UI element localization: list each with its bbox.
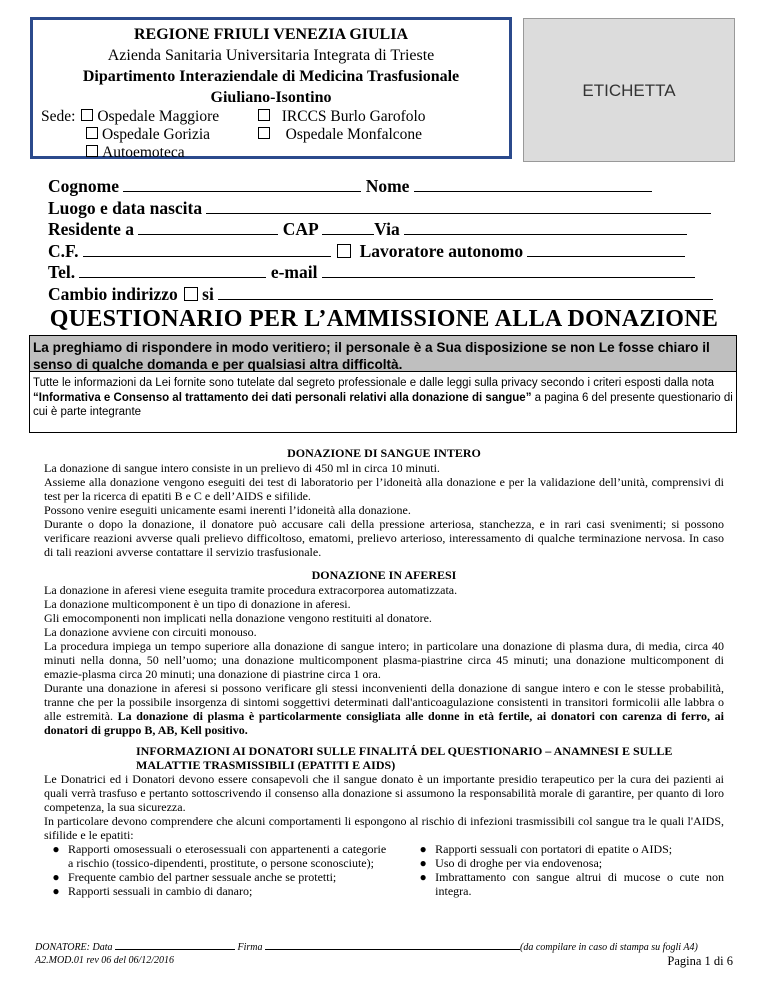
- paragraph: [44, 681, 724, 737]
- section-title: DONAZIONE IN AFERESI: [311, 568, 457, 582]
- section-title: DONAZIONE DI SANGUE INTERO: [287, 446, 481, 460]
- email-field[interactable]: [322, 263, 695, 278]
- section-sangue-intero: [44, 446, 724, 559]
- bullet-text: Rapporti sessuali con portatori di epatite o AIDS;: [435, 842, 673, 856]
- sede-option-label: Ospedale Gorizia: [102, 126, 211, 143]
- sede-option-label: IRCCS Burlo Garofolo: [281, 108, 426, 125]
- dipartimento-line-1: Dipartimento Interaziendale di Medicina Trasfusionale: [82, 68, 460, 85]
- checkbox-irccs-burlo[interactable]: [258, 109, 270, 121]
- bullet-icon: ●: [52, 870, 60, 884]
- residente-field[interactable]: [138, 220, 278, 235]
- page-number: Pagina 1 di 6: [667, 954, 733, 968]
- bullet-icon: ●: [419, 842, 427, 856]
- paragraph: La donazione avviene con circuiti monouso.: [44, 625, 257, 639]
- risk-bullets: [44, 842, 724, 898]
- list-item: [44, 884, 386, 898]
- cf-field[interactable]: [83, 242, 331, 257]
- checkbox-cambio-si[interactable]: [184, 287, 198, 301]
- paragraph: Le Donatrici ed i Donatori devono essere consapevoli che il sangue donato è un importante presidio terapeutico per la cura dei pazienti ai quali verrà trasfuso e pertanto sottoscrivendo il consenso alla donazione si assumono la responsabilità morale di garantire, per quanto di loro competenza, la sua sicurezza.: [44, 772, 724, 814]
- section-aferesi: [44, 568, 724, 737]
- paragraph-bold-text: La donazione di plasma è particolarmente consigliata alle donne in età fertile, ai donatori con carenza di ferro, ai donatori di gruppo B, AB, Kell positivo.: [44, 709, 724, 737]
- row-tel-email: [48, 262, 720, 284]
- si-label: si: [202, 283, 214, 304]
- footer: [35, 940, 735, 967]
- checkbox-ospedale-maggiore[interactable]: [81, 109, 93, 121]
- footer-revision: A2.MOD.01 rev 06 del 06/12/2016: [35, 955, 175, 966]
- row-luogo: [48, 198, 720, 220]
- privacy-text-1: Tutte le informazioni da Lei fornite sono tutelate dal segreto professionale e dalle leggi sulla privacy secondo i criteri esposti dalla nota: [33, 377, 715, 389]
- etichetta-text: ETICHETTA: [582, 81, 676, 100]
- checkbox-autoemoteca[interactable]: [86, 145, 98, 157]
- section-title-line-1: INFORMAZIONI AI DONATORI SULLE FINALITÁ DEL QUESTIONARIO – ANAMNESI E SULLE: [136, 744, 673, 758]
- cognome-field[interactable]: [123, 177, 361, 192]
- paragraph: La donazione in aferesi viene eseguita tramite procedura extracorporea automatizzata.: [44, 583, 458, 597]
- cambio-field[interactable]: [218, 285, 713, 300]
- bullet-icon: ●: [52, 842, 60, 856]
- tel-field[interactable]: [79, 263, 266, 278]
- section-title-line-2: MALATTIE TRASMISSIBILI (EPATITI E AIDS): [136, 758, 396, 772]
- bullet-text: Rapporti sessuali in cambio di danaro;: [68, 884, 253, 898]
- header-box: [30, 17, 512, 159]
- luogo-label: Luogo e data nascita: [48, 197, 203, 218]
- paragraph-text: Durante una donazione in aferesi si possono verificare gli stessi inconvenienti della donazione di sangue intero e con le stesse probabilità, tranne che per la possibile insorgenza di sintomi soggettivi determinati dall'anticoagulazione consistenti in transitori formicolii alle labbra o alle estremità.: [44, 681, 724, 723]
- sede-option-label: Ospedale Monfalcone: [285, 126, 423, 143]
- luogo-field[interactable]: [206, 199, 711, 214]
- paragraph: Possono venire eseguiti unicamente esami inerenti l’idoneità alla donazione.: [44, 503, 411, 517]
- footer-data-field[interactable]: [115, 940, 235, 950]
- privacy-text-2: a pagina 6 del presente questionario di cui è parte integrante: [33, 391, 733, 418]
- cognome-label: Cognome: [48, 176, 119, 196]
- sede-options: [41, 108, 426, 162]
- lavoratore-label: Lavoratore autonomo: [359, 240, 524, 261]
- tel-label: Tel.: [48, 262, 76, 282]
- checkbox-lavoratore-autonomo[interactable]: [337, 244, 351, 258]
- nome-label: Nome: [365, 176, 410, 196]
- footer-firma-label: Firma: [237, 942, 263, 953]
- footer-signature-line: [35, 940, 735, 954]
- bullets-right: [411, 842, 724, 898]
- cambio-label: Cambio indirizzo: [48, 283, 178, 304]
- nome-field[interactable]: [414, 177, 652, 192]
- page-title: QUESTIONARIO PER L’AMMISSIONE ALLA DONAZIONE: [49, 306, 719, 332]
- via-label: Via: [374, 219, 400, 239]
- bullets-left: [44, 842, 386, 898]
- paragraph: La donazione multicomponent è un tipo di donazione in aferesi.: [44, 597, 351, 611]
- bullet-icon: ●: [419, 856, 427, 870]
- checkbox-ospedale-monfalcone[interactable]: [258, 127, 270, 139]
- donor-fields: [48, 176, 720, 305]
- bullet-text: Rapporti omosessuali o eterosessuali con appartenenti a categorie a rischio (tossico-dipendenti, prostitute, o persone sconosciute);: [68, 842, 387, 870]
- residente-label: Residente a: [48, 219, 135, 239]
- paragraph: La procedura impiega un tempo superiore alla donazione di sangue intero; in particolare una donazione di plasma dura, di media, circa 40 minuti nella donna, 50 nell’uomo; una donazione multicomponent plasma-piastrine circa 45 minuti; una donazione multicomponent di emazie-plasma circa 20 minuti; una donazione di piastrine circa 1 ora.: [44, 639, 724, 681]
- list-item: [411, 842, 724, 856]
- cap-field[interactable]: [322, 220, 374, 235]
- sede-option-label: Autoemoteca: [102, 144, 185, 161]
- row-cf: [48, 241, 720, 263]
- cap-label: CAP: [282, 219, 318, 239]
- dipartimento-line-2: Giuliano-Isontino: [210, 89, 332, 106]
- bullet-text: Frequente cambio del partner sessuale anche se protetti;: [68, 870, 337, 884]
- notice-top-text: La preghiamo di rispondere in modo veritiero; il personale è a Sua disposizione se non Le fosse chiaro il senso di qualche domanda e per qualsiasi altra difficoltà.: [30, 336, 736, 372]
- row-cambio-indirizzo: [48, 284, 720, 306]
- via-field[interactable]: [404, 220, 687, 235]
- email-label: e-mail: [270, 262, 318, 282]
- etichetta-label-box: [523, 18, 735, 162]
- privacy-text-bold: “Informativa e Consenso al trattamento dei dati personali relativi alla donazione di sangue”: [33, 391, 532, 404]
- notice-box: [29, 335, 737, 433]
- footer-note: (da compilare in caso di stampa su fogli A4): [520, 942, 698, 953]
- list-item: [411, 870, 724, 898]
- paragraph: In particolare devono comprendere che alcuni comportamenti li espongono al rischio di infezioni trasmissibili col sangue tra le quali l'AIDS, sifilide e le epatiti:: [44, 814, 724, 842]
- region-title: REGIONE FRIULI VENEZIA GIULIA: [134, 26, 408, 43]
- lavoratore-field[interactable]: [527, 242, 685, 257]
- bullet-icon: ●: [419, 870, 427, 884]
- paragraph: La donazione di sangue intero consiste in un prelievo di 450 ml in circa 10 minuti.: [44, 461, 440, 475]
- paragraph: Assieme alla donazione vengono eseguiti dei test di laboratorio per l’idoneità alla donazione e per la validazione dell’unità, comprensivi di test per la ricerca di epatiti B e C e dell’AIDS e sifilide.: [44, 475, 724, 503]
- section-informazioni: [44, 744, 724, 898]
- bullet-text: Uso di droghe per via endovenosa;: [435, 856, 603, 870]
- checkbox-ospedale-gorizia[interactable]: [86, 127, 98, 139]
- list-item: [44, 842, 386, 870]
- list-item: [44, 870, 386, 884]
- bullet-text: Imbrattamento con sangue altrui di mucose o cute non integra.: [435, 870, 724, 898]
- paragraph: Gli emocomponenti non implicati nella donazione vengono restituiti al donatore.: [44, 611, 432, 625]
- privacy-note: [30, 372, 736, 424]
- row-cognome-nome: [48, 176, 720, 198]
- cf-label: C.F.: [48, 240, 79, 261]
- list-item: [411, 856, 724, 870]
- footer-firma-field[interactable]: [265, 940, 520, 950]
- paragraph: Durante o dopo la donazione, il donatore può accusare cali della pressione arteriosa, stanchezza, e in rari casi svenimenti; si possono verificare reazioni avverse quali prelievo difficoltoso, ematomi, prelievo arterioso, interessamento di qualche terminazione nervosa. In caso di tali reazioni avverse contattare il servizio trasfusionale.: [44, 517, 724, 559]
- sede-label: Sede:: [41, 108, 76, 125]
- azienda-name: Azienda Sanitaria Universitaria Integrata di Trieste: [107, 47, 435, 64]
- row-residenza: [48, 219, 720, 241]
- footer-data-label: DONATORE: Data: [35, 942, 113, 953]
- sede-option-label: Ospedale Maggiore: [97, 108, 220, 125]
- bullet-icon: ●: [52, 884, 60, 898]
